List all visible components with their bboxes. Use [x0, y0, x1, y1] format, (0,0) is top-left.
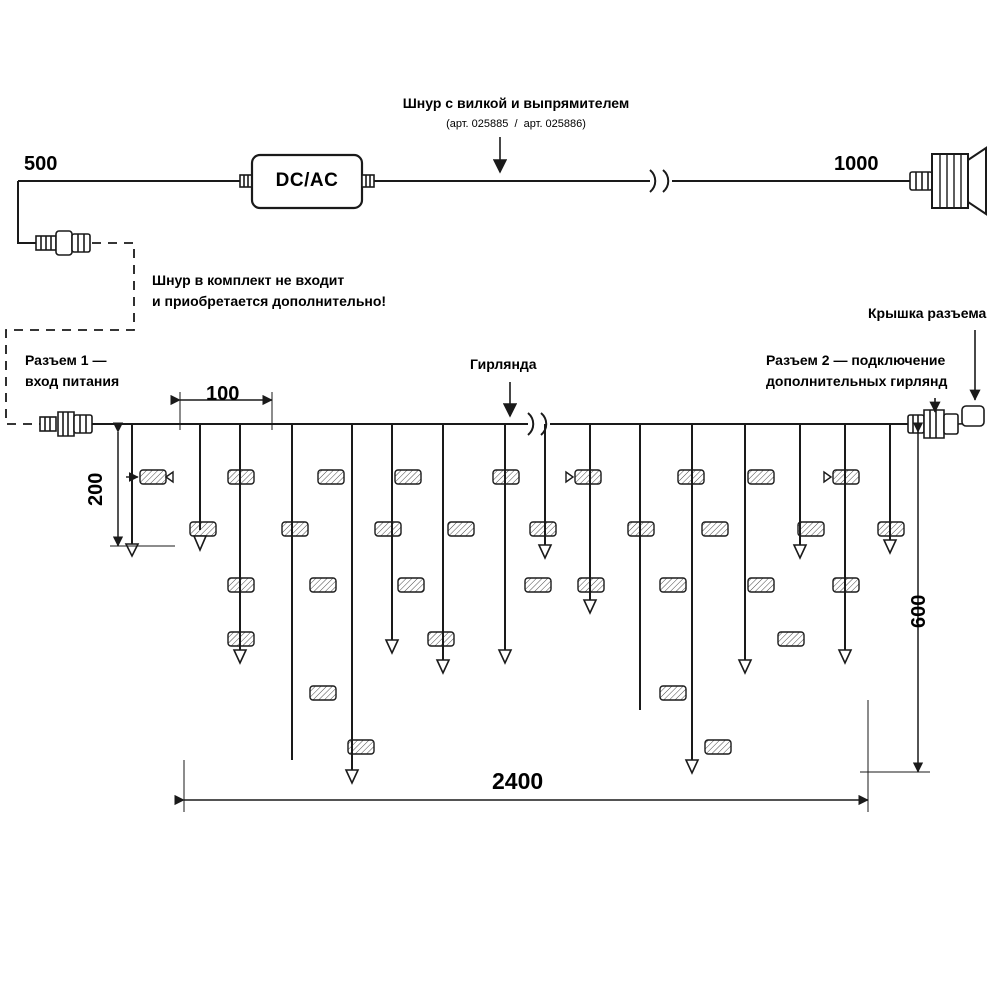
garland-break-symbol [528, 413, 546, 435]
icicle-strand [437, 424, 474, 673]
callout-connector-2-line1: Разъем 2 — подключение [766, 352, 946, 368]
optional-cord-dashed-path [6, 243, 134, 424]
dimension-spacing: 100 [206, 383, 240, 405]
mains-plug-strain-relief [910, 172, 932, 190]
dimension-total-width: 2400 [492, 768, 544, 794]
cord-label-articles: (арт. 025885 / арт. 025886) [446, 118, 586, 130]
icicle-strand [739, 424, 804, 673]
dimension-right-cord: 1000 [834, 153, 879, 175]
note-cord-not-included-line1: Шнур в комплект не входит [152, 272, 345, 288]
callout-connector-1-line1: Разъем 1 — [25, 352, 107, 368]
icicle-strand [628, 424, 686, 710]
adapter-input-plug [240, 175, 252, 187]
dimension-drop-short: 200 [85, 472, 107, 506]
icicle-strand [794, 424, 824, 558]
callout-connector-1-line2: вход питания [25, 373, 120, 389]
icicle-strand [530, 424, 556, 558]
icicle-strand [126, 424, 173, 556]
dimension-drop-long: 600 [908, 594, 930, 628]
callout-connector-cap: Крышка разъема [868, 305, 987, 321]
icicle-strand [566, 424, 604, 613]
dimension-left-cord: 500 [24, 153, 58, 175]
icicle-strand [493, 424, 551, 663]
connector-cap [958, 406, 984, 426]
icicle-strand [318, 424, 401, 783]
mains-plug [932, 148, 986, 214]
cord-break-symbol [650, 170, 668, 192]
callout-garland: Гирлянда [470, 356, 537, 372]
garland-assembly [40, 406, 984, 783]
adapter-output-plug [362, 175, 374, 187]
icicle-strand [824, 424, 859, 663]
left-cord-connector [36, 231, 90, 255]
dcac-adapter-label: DC/AC [275, 170, 339, 191]
icicle-strand [228, 424, 254, 663]
connector-2 [908, 410, 958, 438]
icicle-strand [190, 424, 216, 550]
callout-connector-2-line2: дополнительных гирлянд [766, 373, 948, 389]
connector-1 [40, 412, 92, 436]
icicle-strand [878, 424, 904, 553]
note-cord-not-included-line2: и приобретается дополнительно! [152, 293, 387, 309]
icicle-strand [678, 424, 731, 773]
dimension-lines [110, 392, 930, 812]
cord-label-title: Шнур с вилкой и выпрямителем [402, 95, 630, 111]
